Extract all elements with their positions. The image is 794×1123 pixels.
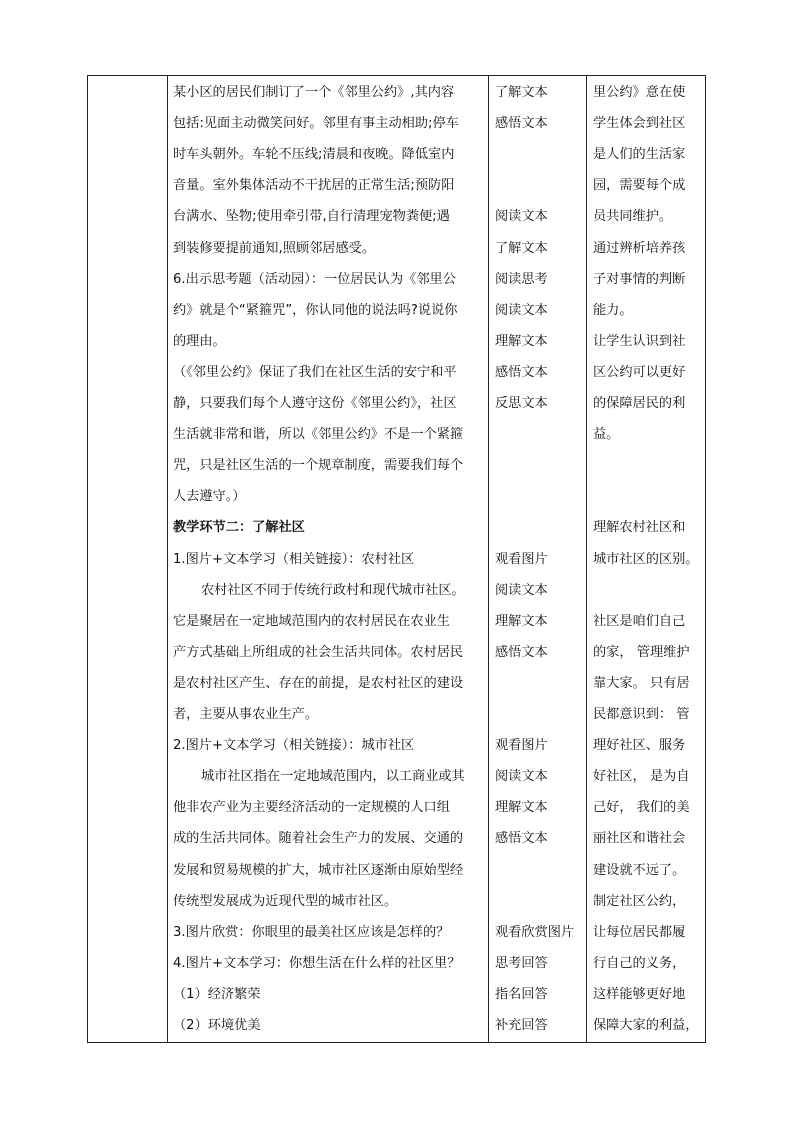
content-line: 2.图片+文本学习（相关链接）：城市社区: [173, 738, 415, 754]
content-line: 成的生活共同体。随着社会生产力的发展、交通的: [173, 831, 464, 847]
intent-line: 民都意识到： 管: [593, 707, 690, 722]
content-line: 传统型发展成为近现代型的城市社区。: [173, 893, 398, 909]
activity-line: 阅读文本: [495, 209, 548, 225]
activity-line: 阅读文本: [495, 769, 548, 785]
activity-line: 观看图片: [495, 551, 548, 567]
content-line: 6.出示思考题（活动园）：一位居民认为《邻里公: [173, 271, 456, 287]
activity-line: 补充回答: [495, 1018, 548, 1033]
content-line: 约》就是个“紧箍咒”，你认同他的说法吗?说说你: [173, 302, 458, 318]
intent-line: 的保障居民的利: [593, 396, 686, 411]
activity-line: 了解文本: [495, 240, 548, 256]
content-line: （2）环境优美: [173, 1018, 261, 1033]
content-line: 1.图片+文本学习（相关链接）：农村社区: [173, 551, 415, 567]
intent-line: 学生体会到社区: [593, 116, 686, 132]
intent-line: 让每位居民都履: [593, 924, 686, 940]
intent-line: 通过辨析培养孩: [593, 240, 686, 256]
activity-line: 理解文本: [495, 333, 548, 349]
activity-line: 观看欣赏图片: [495, 924, 575, 940]
intent-line: 理解农村社区和: [593, 520, 686, 536]
content-line: 它是聚居在一定地域范围内的农村居民在农业生: [173, 613, 450, 629]
content-line: （1）经济繁荣: [173, 986, 261, 1002]
activity-line: 指名回答: [495, 986, 548, 1002]
intent-line: 能力。: [593, 302, 633, 318]
content-line: 台满水、坠物;使用牵引带,自行清理宠物粪便;遇: [173, 209, 450, 225]
intent-line: 行自己的义务，: [593, 955, 686, 971]
content-line: 生活就非常和谐，所以《邻里公约》不是一个紧箍: [173, 427, 464, 443]
content-line: 音量。室外集体活动不干扰居的正常生活;预防阳: [173, 178, 455, 194]
content-line: 城市社区指在一定地域范围内，以工商业或其: [201, 769, 465, 785]
content-line: 教学环节二：了解社区: [173, 520, 305, 536]
activity-line: 阅读思考: [495, 271, 548, 287]
content-line: 3.图片欣赏：你眼里的最美社区应该是怎样的？: [173, 924, 450, 940]
table-border-top: [87, 75, 706, 76]
content-line: 发展和贸易规模的扩大，城市社区逐渐由原始型经: [173, 862, 464, 878]
content-line: 某小区的居民们制订了一个《邻里公约》,其内容: [173, 85, 455, 100]
content-line: 到装修要提前通知,照顾邻居感受。: [173, 240, 376, 256]
table-border-bottom: [87, 1042, 706, 1043]
intent-line: 里公约》意在使: [593, 85, 686, 100]
activity-line: 了解文本: [495, 85, 548, 100]
intent-line: 子对事情的判断: [593, 271, 686, 287]
intent-line: 靠大家。 只有居: [593, 675, 690, 691]
intent-line: 社区是咱们自己: [593, 613, 686, 629]
intent-line: 保障大家的利益，: [593, 1018, 699, 1033]
activity-line: 阅读文本: [495, 582, 548, 598]
intent-line: 员共同维护。: [593, 209, 673, 225]
intent-line: 的家， 管理维护: [593, 644, 690, 660]
activity-line: 理解文本: [495, 800, 548, 816]
content-line: 时车头朝外。车轮不压线;清晨和夜晚。降低室内: [173, 147, 455, 163]
column-divider-2: [488, 75, 489, 1043]
content-line: 者，主要从事农业生产。: [173, 707, 319, 722]
activity-line: 思考回答: [495, 955, 548, 971]
activity-line: 反思文本: [495, 396, 548, 411]
content-line: 的理由。: [173, 333, 226, 349]
content-line: 人去遵守。）: [173, 489, 246, 505]
activity-line: 观看图片: [495, 738, 548, 754]
content-line: 产方式基础上所组成的社会生活共同体。农村居民: [173, 644, 464, 660]
intent-line: 益。: [593, 427, 620, 443]
content-line: 是农村社区产生、存在的前提，是农村社区的建设: [173, 675, 464, 691]
intent-line: 好社区， 是为自: [593, 769, 690, 785]
column-divider-1: [167, 75, 168, 1043]
content-line: 包括:见面主动微笑问好。邻里有事主动相助;停车: [173, 116, 459, 132]
intent-line: 制定社区公约，: [593, 893, 686, 909]
content-line: 农村社区不同于传统行政村和现代城市社区。: [201, 582, 465, 598]
intent-line: 理好社区、服务: [593, 738, 686, 754]
intent-line: 区公约可以更好: [593, 364, 686, 380]
intent-line: 园，需要每个成: [593, 178, 686, 194]
intent-line: 城市社区的区别。: [593, 551, 699, 567]
intent-line: 建设就不远了。: [593, 862, 686, 878]
intent-line: 丽社区和谐社会: [593, 831, 686, 847]
activity-line: 感悟文本: [495, 116, 548, 132]
activity-line: 感悟文本: [495, 644, 548, 660]
activity-line: 感悟文本: [495, 831, 548, 847]
content-line: （《邻里公约》保证了我们在社区生活的安宁和平: [173, 364, 457, 380]
table-border-left: [87, 75, 88, 1043]
intent-line: 己好， 我们的美: [593, 800, 690, 816]
activity-line: 理解文本: [495, 613, 548, 629]
table-border-right: [705, 75, 706, 1043]
intent-line: 这样能够更好地: [593, 986, 686, 1002]
column-divider-3: [586, 75, 587, 1043]
intent-line: 让学生认识到社: [593, 333, 686, 349]
content-line: 4.图片+文本学习：你想生活在什么样的社区里？: [173, 955, 461, 971]
content-line: 静，只要我们每个人遵守这份《邻里公约》，社区: [173, 396, 457, 411]
activity-line: 阅读文本: [495, 302, 548, 318]
content-line: 他非农产业为主要经济活动的一定规模的人口组: [173, 800, 450, 816]
activity-line: 感悟文本: [495, 364, 548, 380]
intent-line: 是人们的生活家: [593, 147, 686, 163]
lesson-plan-table: [87, 75, 706, 1043]
content-line: 咒，只是社区生活的一个规章制度，需要我们每个: [173, 458, 464, 474]
